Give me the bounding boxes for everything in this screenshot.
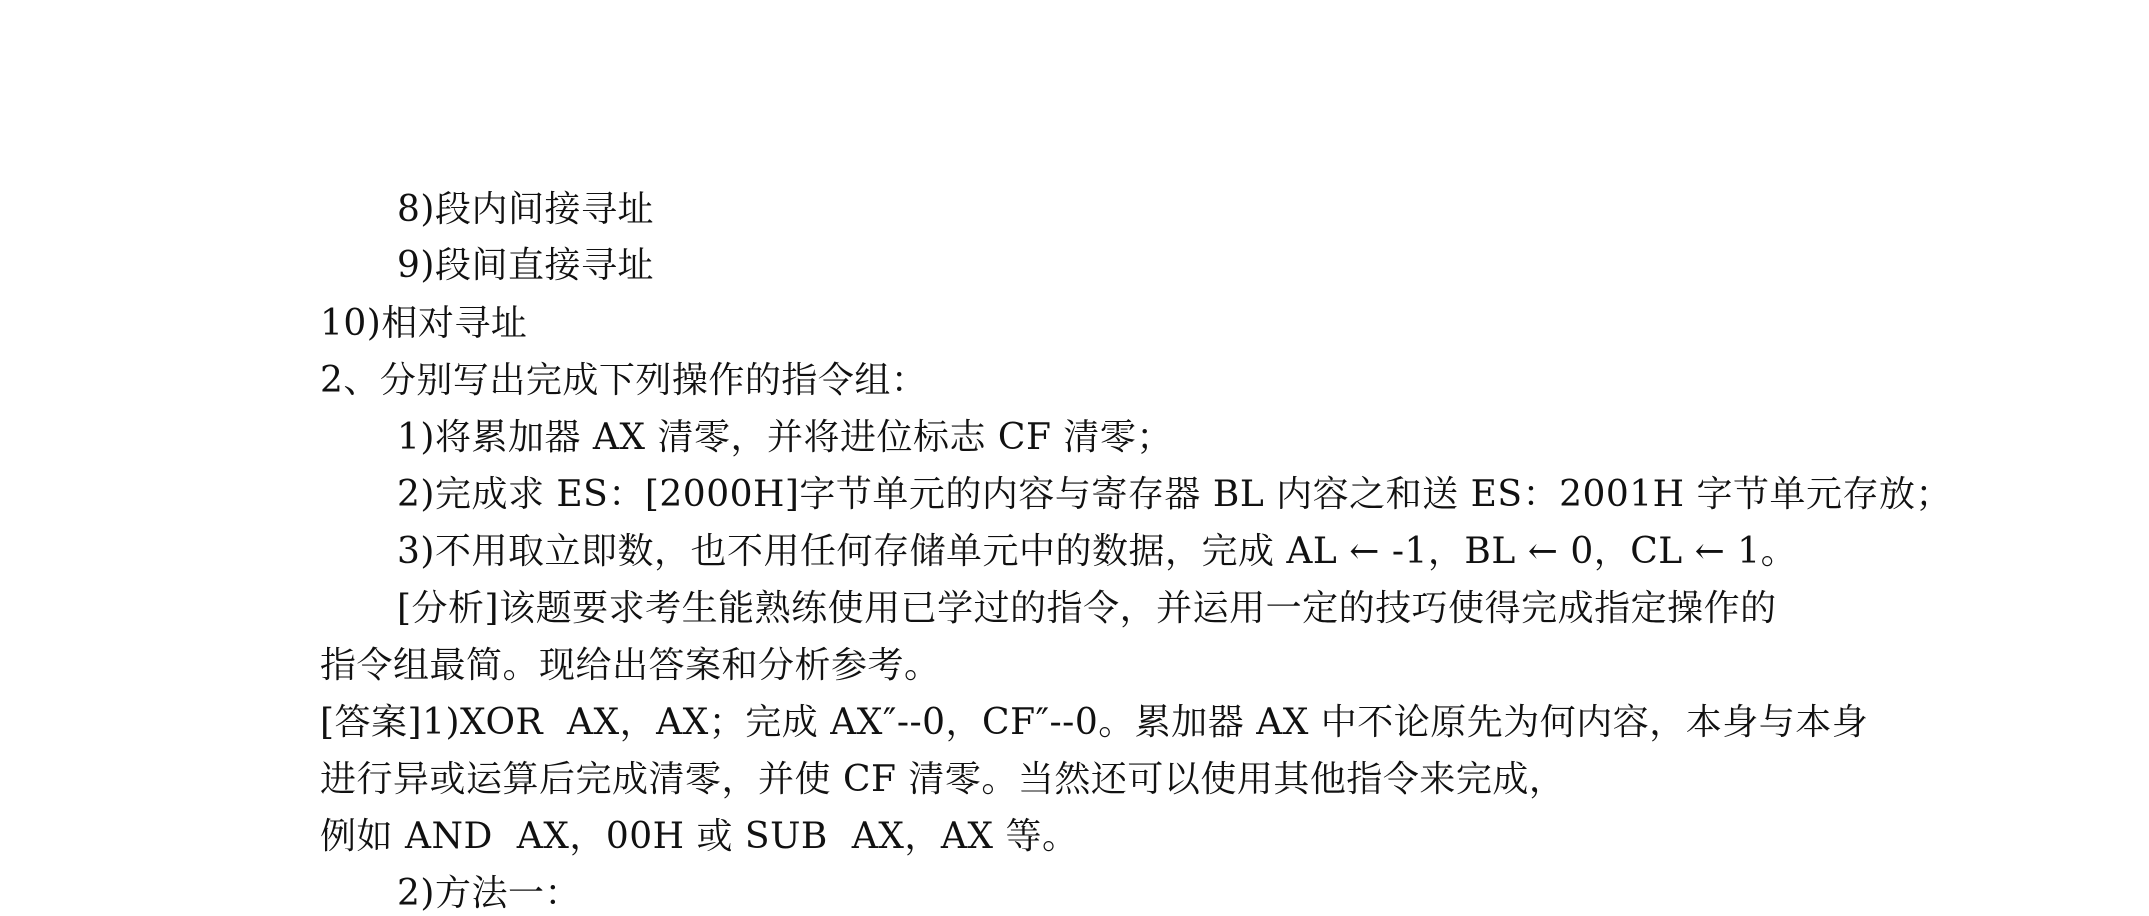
text-line-item-9: 9)段间直接寻址 — [397, 245, 654, 286]
text-line-item-10: 10)相对寻址 — [320, 303, 528, 344]
answer-line-1: [答案]1)XOR AX，AX；完成 AX″--0，CF″--0。累加器 AX 中不论原先为何内容，本身与本身 — [320, 702, 1869, 743]
answer-line-3: 例如 AND AX，00H 或 SUB AX，AX 等。 — [320, 816, 1079, 857]
question-2-part-2: 2)完成求 ES：[2000H]字节单元的内容与寄存器 BL 内容之和送 ES：2001H 字节单元存放； — [397, 474, 1953, 515]
question-2-heading: 2、分别写出完成下列操作的指令组： — [320, 360, 928, 401]
answer-part-2-heading: 2)方法一： — [397, 873, 581, 914]
analysis-line-2: 指令组最简。现给出答案和分析参考。 — [320, 645, 941, 686]
question-2-part-1: 1)将累加器 AX 清零，并将进位标志 CF 清零； — [397, 417, 1173, 458]
question-2-part-3: 3)不用取立即数，也不用任何存储单元中的数据，完成 AL ← -1，BL ← 0，CL ← 1。 — [397, 531, 1798, 572]
answer-line-2: 进行异或运算后完成清零，并使 CF 清零。当然还可以使用其他指令来完成， — [320, 759, 1566, 800]
text-line-item-8: 8)段内间接寻址 — [397, 189, 654, 230]
analysis-line-1: [分析]该题要求考生能熟练使用已学过的指令，并运用一定的技巧使得完成指定操作的 — [397, 588, 1777, 629]
